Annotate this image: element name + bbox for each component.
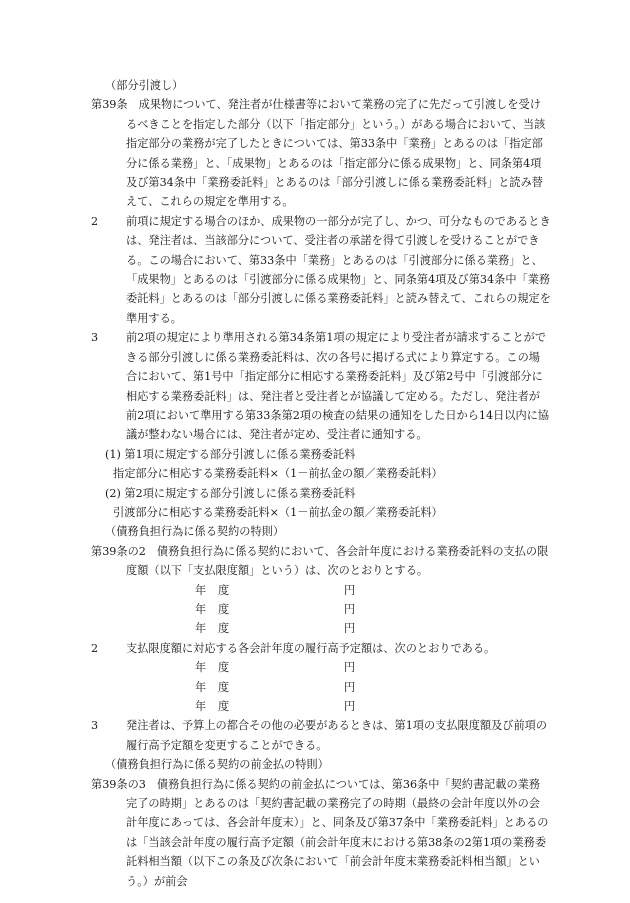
article-text: 成果物について、発注者が仕様書等において業務の完了に先だって引渡しを受けるべきことを指定した部分（以下「指定部分」という。）がある場合において、当該指定部分の業務が完了したときについては、第33条中「業務」とあるのは「指定部分に係る業務」と、「成果物」とあるのは「指定部分に係る成果物」と、同条第4項及び第34条中「業務委託料」とあるのは「部分引渡しに係る業務委託料」と読み替えて、これらの規定を準用する。 xyxy=(126,98,546,209)
year-label: 年 xyxy=(195,602,207,616)
yen-label: 円 xyxy=(344,583,356,597)
year-label: 度 xyxy=(218,622,230,636)
year-label: 年 xyxy=(195,699,207,713)
article-39-paragraph-3 xyxy=(91,328,551,444)
section-heading-advance-payment: （債務負担行為に係る契約の前金払の特則） xyxy=(105,758,329,772)
year-label: 年 xyxy=(195,622,207,636)
section-heading-debt-burden: （債務負担行為に係る契約の特則） xyxy=(105,525,285,539)
year-label: 度 xyxy=(218,602,230,616)
item-2: (2) 第2項に規定する部分引渡しに係る業務委託料 xyxy=(105,486,356,500)
paragraph-number: 2 xyxy=(91,214,99,228)
year-label: 年 xyxy=(195,661,207,675)
payment-limit-table xyxy=(91,581,551,639)
yen-label: 円 xyxy=(344,680,356,694)
yen-label: 円 xyxy=(344,602,356,616)
article-text: 債務負担行為に係る契約の前金払については、第36条中「契約書記載の業務完了の時期」とあるのは「契約書記載の業務完了の時期（最終の会計年度以外の会計年度にあっては、各会計年度末）」と、同条及び第37条中「業務委託料」とあるのは「当該会計年度の履行高予定額（前会計年度末における第38条の2第1項の業務委託料相当額（以下この条及び次条において「前会計年度末業務委託料相当額」という。）が前会 xyxy=(126,777,549,888)
paragraph-text: 支払限度額に対応する各会計年度の履行高予定額は、次のとおりである。 xyxy=(126,641,496,655)
formula-1: 指定部分に相応する業務委託料×（1－前払金の額／業務委託料） xyxy=(113,467,443,481)
yen-label: 円 xyxy=(344,622,356,636)
paragraph-text: 前項に規定する場合のほか、成果物の一部分が完了し、かつ、可分なものであるときは、発注者は、当該部分について、受注者の承諾を得て引渡しを受けることができる。この場合において、第33条中「業務」とあるのは「引渡部分に係る業務」と、「成果物」とあるのは「引渡部分に係る成果物」と、同条第4項及び第34条中「業務委託料」とあるのは「部分引渡しに係る業務委託料」と読み替えて、これらの規定を準用する。 xyxy=(126,214,551,325)
year-row xyxy=(91,658,551,677)
article-39-2-paragraph-3 xyxy=(91,716,551,755)
year-label: 度 xyxy=(218,680,230,694)
year-label: 度 xyxy=(218,699,230,713)
article-39-3 xyxy=(91,775,551,891)
section-heading-partial-delivery: （部分引渡し） xyxy=(105,79,184,92)
paragraph-text: 前2項の規定により準用される第34条第1項の規定により受注者が請求することができる部分引渡しに係る業務委託料は、次の各号に掲げる式により算定する。この場合において、第1号中「指定部分に相応する業務委託料」及び第2号中「引渡部分に相応する業務委託料」は、発注者と受注者とが協議して定める。ただし、発注者が前2項において準用する第33条第2項の検査の結果の通知をした日から14日以内に協議が整わない場合には、発注者が定め、受注者に通知する。 xyxy=(126,331,550,442)
article-label: 第39条 xyxy=(91,98,128,112)
article-39-paragraph-2 xyxy=(91,212,551,328)
article-label: 第39条の2 xyxy=(91,544,146,558)
year-label: 度 xyxy=(218,661,230,675)
year-row xyxy=(91,581,551,600)
year-row xyxy=(91,697,551,716)
article-39 xyxy=(91,95,551,211)
article-39-2 xyxy=(91,542,551,581)
paragraph-number: 2 xyxy=(91,641,99,655)
paragraph-number: 3 xyxy=(91,331,99,345)
paragraph-number: 3 xyxy=(91,719,99,733)
paragraph-text: 発注者は、予算上の都合その他の必要があるときは、第1項の支払限度額及び前項の履行高予定額を変更することができる。 xyxy=(126,719,548,752)
year-label: 度 xyxy=(218,583,230,597)
year-row xyxy=(91,678,551,697)
year-label: 年 xyxy=(195,680,207,694)
article-label: 第39条の3 xyxy=(91,777,146,791)
item-1: (1) 第1項に規定する部分引渡しに係る業務委託料 xyxy=(105,447,356,461)
article-39-2-paragraph-2 xyxy=(91,639,551,658)
year-row xyxy=(91,600,551,619)
year-row xyxy=(91,619,551,638)
year-label: 年 xyxy=(195,583,207,597)
planned-performance-table xyxy=(91,658,551,716)
article-text: 債務負担行為に係る契約において、各会計年度における業務委託料の支払の限度額（以下「支払限度額」という）は、次のとおりとする。 xyxy=(126,544,549,578)
document-body xyxy=(91,76,551,891)
yen-label: 円 xyxy=(344,699,356,713)
formula-2: 引渡部分に相応する業務委託料×（1－前払金の額／業務委託料） xyxy=(113,505,443,519)
yen-label: 円 xyxy=(344,661,356,675)
